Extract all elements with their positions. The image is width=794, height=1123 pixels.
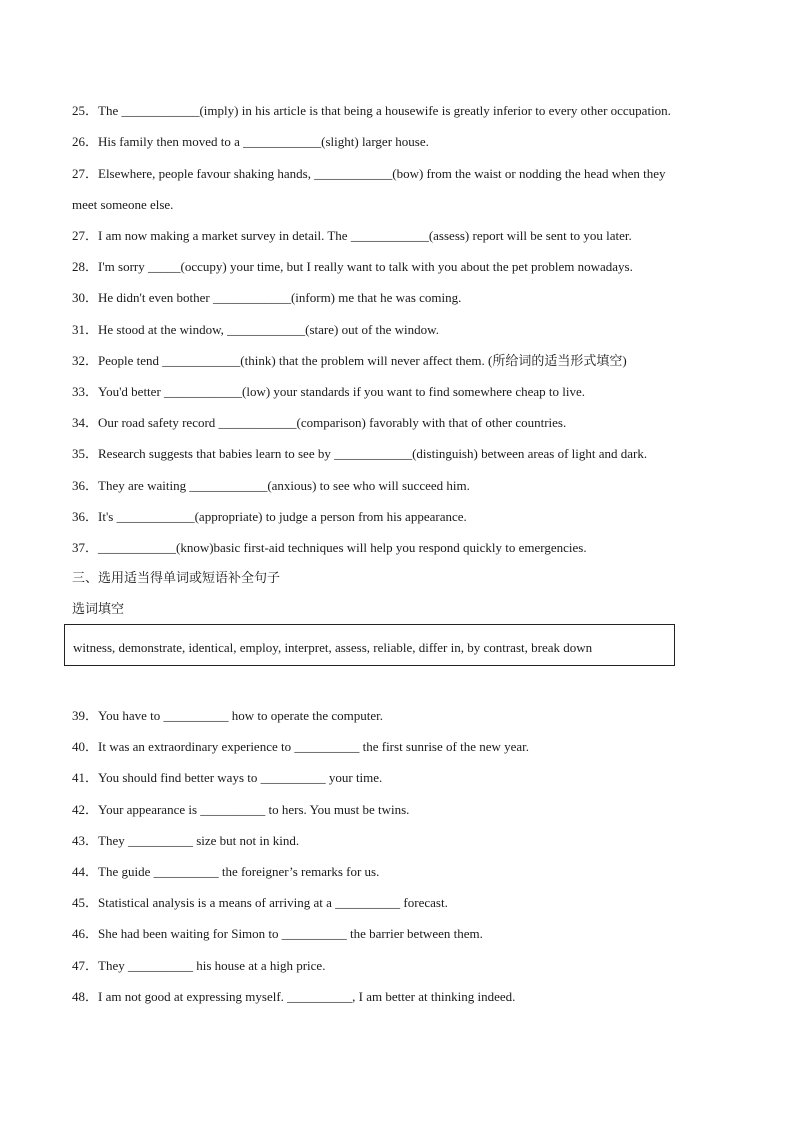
question-26: 26．His family then moved to a ____________(slight) larger house. xyxy=(72,134,429,149)
question-27b: 27．I am now making a market survey in detail. The ____________(assess) report will be sent to you later. xyxy=(72,228,632,243)
question-46: 46．She had been waiting for Simon to __________ the barrier between them. xyxy=(72,926,483,941)
question-31: 31．He stood at the window, ____________(stare) out of the window. xyxy=(72,322,439,337)
question-47: 47．They __________ his house at a high price. xyxy=(72,958,326,973)
question-39: 39．You have to __________ how to operate the computer. xyxy=(72,708,383,723)
question-36b: 36．It's ____________(appropriate) to judge a person from his appearance. xyxy=(72,509,467,524)
question-45: 45．Statistical analysis is a means of arriving at a __________ forecast. xyxy=(72,895,448,910)
section-heading: 三、选用适当得单词或短语补全句子 xyxy=(72,571,281,586)
question-37: 37．____________(know)basic first-aid techniques will help you respond quickly to emergencies. xyxy=(72,540,587,555)
question-40: 40．It was an extraordinary experience to __________ the first sunrise of the new year. xyxy=(72,739,530,754)
question-33: 33．You'd better ____________(low) your standards if you want to find somewhere cheap to live. xyxy=(72,384,585,399)
word-bank-box xyxy=(64,624,675,666)
question-25: 25．The ____________(imply) in his article is that being a housewife is greatly inferior to every other occupation. xyxy=(72,103,671,118)
question-43: 43．They __________ size but not in kind. xyxy=(72,833,300,848)
question-30: 30．He didn't even bother ____________(inform) me that he was coming. xyxy=(72,290,462,305)
question-27a-line1: 27．Elsewhere, people favour shaking hands, ____________(bow) from the waist or nodding the head when they xyxy=(72,166,666,181)
word-bank-text: witness, demonstrate, identical, employ, interpret, assess, reliable, differ in, by contrast, break down xyxy=(73,640,593,655)
section-subheading: 选词填空 xyxy=(72,602,125,617)
question-36a: 36．They are waiting ____________(anxious) to see who will succeed him. xyxy=(72,478,470,493)
question-27a-line2: meet someone else. xyxy=(72,197,174,212)
question-32: 32．People tend ____________(think) that the problem will never affect them. (所给词的适当形式填空) xyxy=(72,353,627,368)
question-28: 28．I'm sorry _____(occupy) your time, but I really want to talk with you about the pet problem nowadays. xyxy=(72,259,633,274)
question-35: 35．Research suggests that babies learn to see by ____________(distinguish) between areas of light and dark. xyxy=(72,446,648,461)
question-48: 48．I am not good at expressing myself. __________, I am better at thinking indeed. xyxy=(72,989,516,1004)
question-44: 44．The guide __________ the foreigner’s remarks for us. xyxy=(72,864,380,879)
question-41: 41．You should find better ways to __________ your time. xyxy=(72,770,383,785)
question-42: 42．Your appearance is __________ to hers. You must be twins. xyxy=(72,802,410,817)
question-34: 34．Our road safety record ____________(comparison) favorably with that of other countries. xyxy=(72,415,567,430)
